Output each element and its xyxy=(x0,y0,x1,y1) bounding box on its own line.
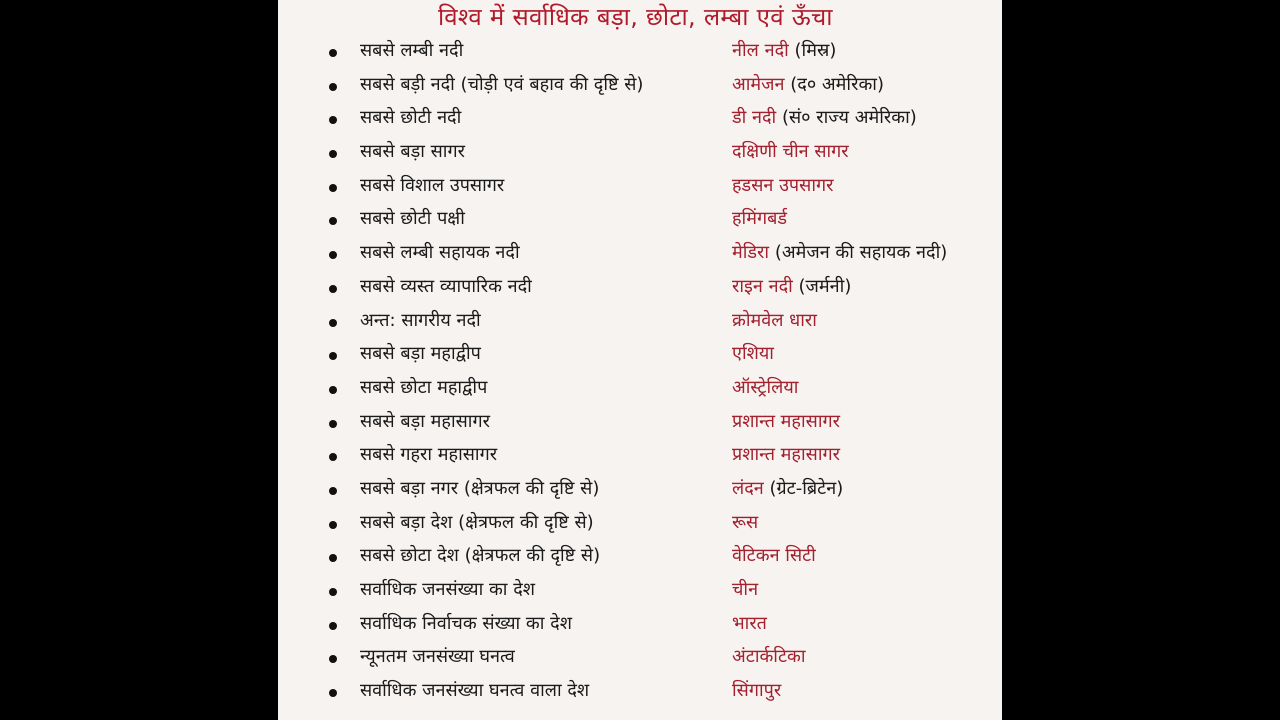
fact-answer xyxy=(732,341,774,367)
fact-answer xyxy=(732,139,849,165)
fact-answer xyxy=(732,206,787,232)
bullet-icon xyxy=(329,622,337,630)
list-item xyxy=(278,238,1002,272)
fact-value: राइन नदी xyxy=(732,275,793,297)
fact-answer xyxy=(732,38,836,64)
fact-answer xyxy=(732,611,767,637)
fact-label: सबसे गहरा महासागर xyxy=(360,444,498,466)
bullet-icon xyxy=(329,251,337,259)
fact-label: सबसे बड़ी नदी (चोड़ी एवं बहाव की दृष्टि से) xyxy=(360,73,644,95)
fact-label: सबसे छोटा महाद्वीप xyxy=(360,376,488,398)
list-item xyxy=(278,70,1002,104)
fact-label: सबसे बड़ा नगर (क्षेत्रफल की दृष्टि से) xyxy=(360,477,600,499)
fact-answer xyxy=(732,173,833,199)
fact-label: सबसे बड़ा महाद्वीप xyxy=(360,343,481,365)
fact-label: सबसे बड़ा महासागर xyxy=(360,410,490,432)
fact-answer xyxy=(732,308,817,334)
list-item xyxy=(278,541,1002,575)
list-item xyxy=(278,36,1002,70)
bullet-icon xyxy=(329,487,337,495)
list-item xyxy=(278,306,1002,340)
list-item xyxy=(278,204,1002,238)
fact-value: नील नदी xyxy=(732,40,789,61)
fact-value: ऑस्ट्रेलिया xyxy=(732,376,799,398)
bullet-icon xyxy=(329,49,337,57)
fact-label: सबसे छोटी नदी xyxy=(360,107,462,129)
bullet-icon xyxy=(329,184,337,192)
fact-answer xyxy=(732,274,851,300)
fact-value: अंटार्कटिका xyxy=(732,646,806,668)
fact-answer xyxy=(732,442,840,468)
list-item xyxy=(278,137,1002,171)
fact-value: भारत xyxy=(732,612,767,634)
fact-label: सबसे बड़ा देश (क्षेत्रफल की दृष्टि से) xyxy=(360,511,594,533)
fact-answer xyxy=(732,375,798,401)
list-item xyxy=(278,609,1002,643)
fact-value: वेटिकन सिटी xyxy=(732,545,816,567)
fact-value: आमेजन xyxy=(732,73,785,95)
page-title: विश्व में सर्वाधिक बड़ा, छोटा, लम्बा एवं ऊँचा xyxy=(438,3,833,31)
fact-answer xyxy=(732,72,884,98)
bullet-icon xyxy=(329,554,337,562)
list-item xyxy=(278,508,1002,542)
fact-value: सिंगापुर xyxy=(732,680,782,702)
fact-note: (सं० राज्य अमेरिका) xyxy=(781,107,917,129)
fact-value: क्रोमवेल धारा xyxy=(732,309,817,331)
facts-list xyxy=(278,36,1002,710)
fact-label: न्यूनतम जनसंख्या घनत्व xyxy=(360,646,515,668)
fact-answer xyxy=(732,543,816,569)
fact-answer xyxy=(732,409,840,435)
list-item xyxy=(278,642,1002,676)
fact-label: सबसे विशाल उपसागर xyxy=(360,174,505,196)
bullet-icon xyxy=(329,420,337,428)
fact-label: सबसे छोटी पक्षी xyxy=(360,208,465,230)
fact-answer xyxy=(732,644,806,670)
bullet-icon xyxy=(329,83,337,91)
bullet-icon xyxy=(329,217,337,225)
fact-answer xyxy=(732,240,947,266)
fact-value: प्रशान्त महासागर xyxy=(732,410,840,432)
fact-value: रूस xyxy=(732,511,759,533)
fact-label: सर्वाधिक जनसंख्या का देश xyxy=(360,579,535,600)
bullet-icon xyxy=(329,352,337,360)
fact-label: सबसे लम्बी सहायक नदी xyxy=(360,242,520,264)
bullet-icon xyxy=(329,521,337,529)
fact-label: सर्वाधिक जनसंख्या घनत्व वाला देश xyxy=(360,680,590,702)
fact-value: प्रशान्त महासागर xyxy=(732,444,840,466)
fact-note: (मिस्र) xyxy=(794,40,837,61)
fact-label: सर्वाधिक निर्वाचक संख्या का देश xyxy=(360,612,572,634)
list-item xyxy=(278,103,1002,137)
fact-value: मेडिरा xyxy=(732,242,770,264)
fact-note: (द० अमेरिका) xyxy=(790,73,884,95)
list-item xyxy=(278,171,1002,205)
fact-label: सबसे छोटा देश (क्षेत्रफल की दृष्टि से) xyxy=(360,545,601,567)
fact-label: सबसे बड़ा सागर xyxy=(360,141,465,163)
document-page xyxy=(278,0,1002,720)
list-item xyxy=(278,373,1002,407)
bullet-icon xyxy=(329,319,337,327)
fact-value: चीन xyxy=(732,579,759,600)
fact-value: एशिया xyxy=(732,343,774,365)
bullet-icon xyxy=(329,689,337,697)
list-item xyxy=(278,272,1002,306)
fact-value: हडसन उपसागर xyxy=(732,174,834,196)
fact-value: दक्षिणी चीन सागर xyxy=(732,141,849,163)
list-item xyxy=(278,474,1002,508)
fact-answer xyxy=(732,105,917,131)
fact-note: (ग्रेट-ब्रिटेन) xyxy=(769,477,844,499)
fact-answer xyxy=(732,577,758,603)
list-item xyxy=(278,676,1002,710)
bullet-icon xyxy=(329,116,337,124)
bullet-icon xyxy=(329,386,337,394)
fact-answer xyxy=(732,678,781,704)
fact-value: डी नदी xyxy=(732,107,777,129)
bullet-icon xyxy=(329,285,337,293)
fact-label: सबसे लम्बी नदी xyxy=(360,40,464,61)
fact-answer xyxy=(732,510,758,536)
list-item xyxy=(278,440,1002,474)
fact-value: हमिंगबर्ड xyxy=(732,208,788,230)
bullet-icon xyxy=(329,150,337,158)
fact-answer xyxy=(732,476,843,502)
bullet-icon xyxy=(329,588,337,596)
bullet-icon xyxy=(329,453,337,461)
fact-label: सबसे व्यस्त व्यापारिक नदी xyxy=(360,275,532,297)
list-item xyxy=(278,339,1002,373)
bullet-icon xyxy=(329,655,337,663)
fact-note: (जर्मनी) xyxy=(798,275,852,297)
list-item xyxy=(278,575,1002,609)
fact-label: अन्त: सागरीय नदी xyxy=(360,309,481,331)
fact-note: (अमेजन की सहायक नदी) xyxy=(774,242,948,264)
list-item xyxy=(278,407,1002,441)
fact-value: लंदन xyxy=(732,477,764,499)
